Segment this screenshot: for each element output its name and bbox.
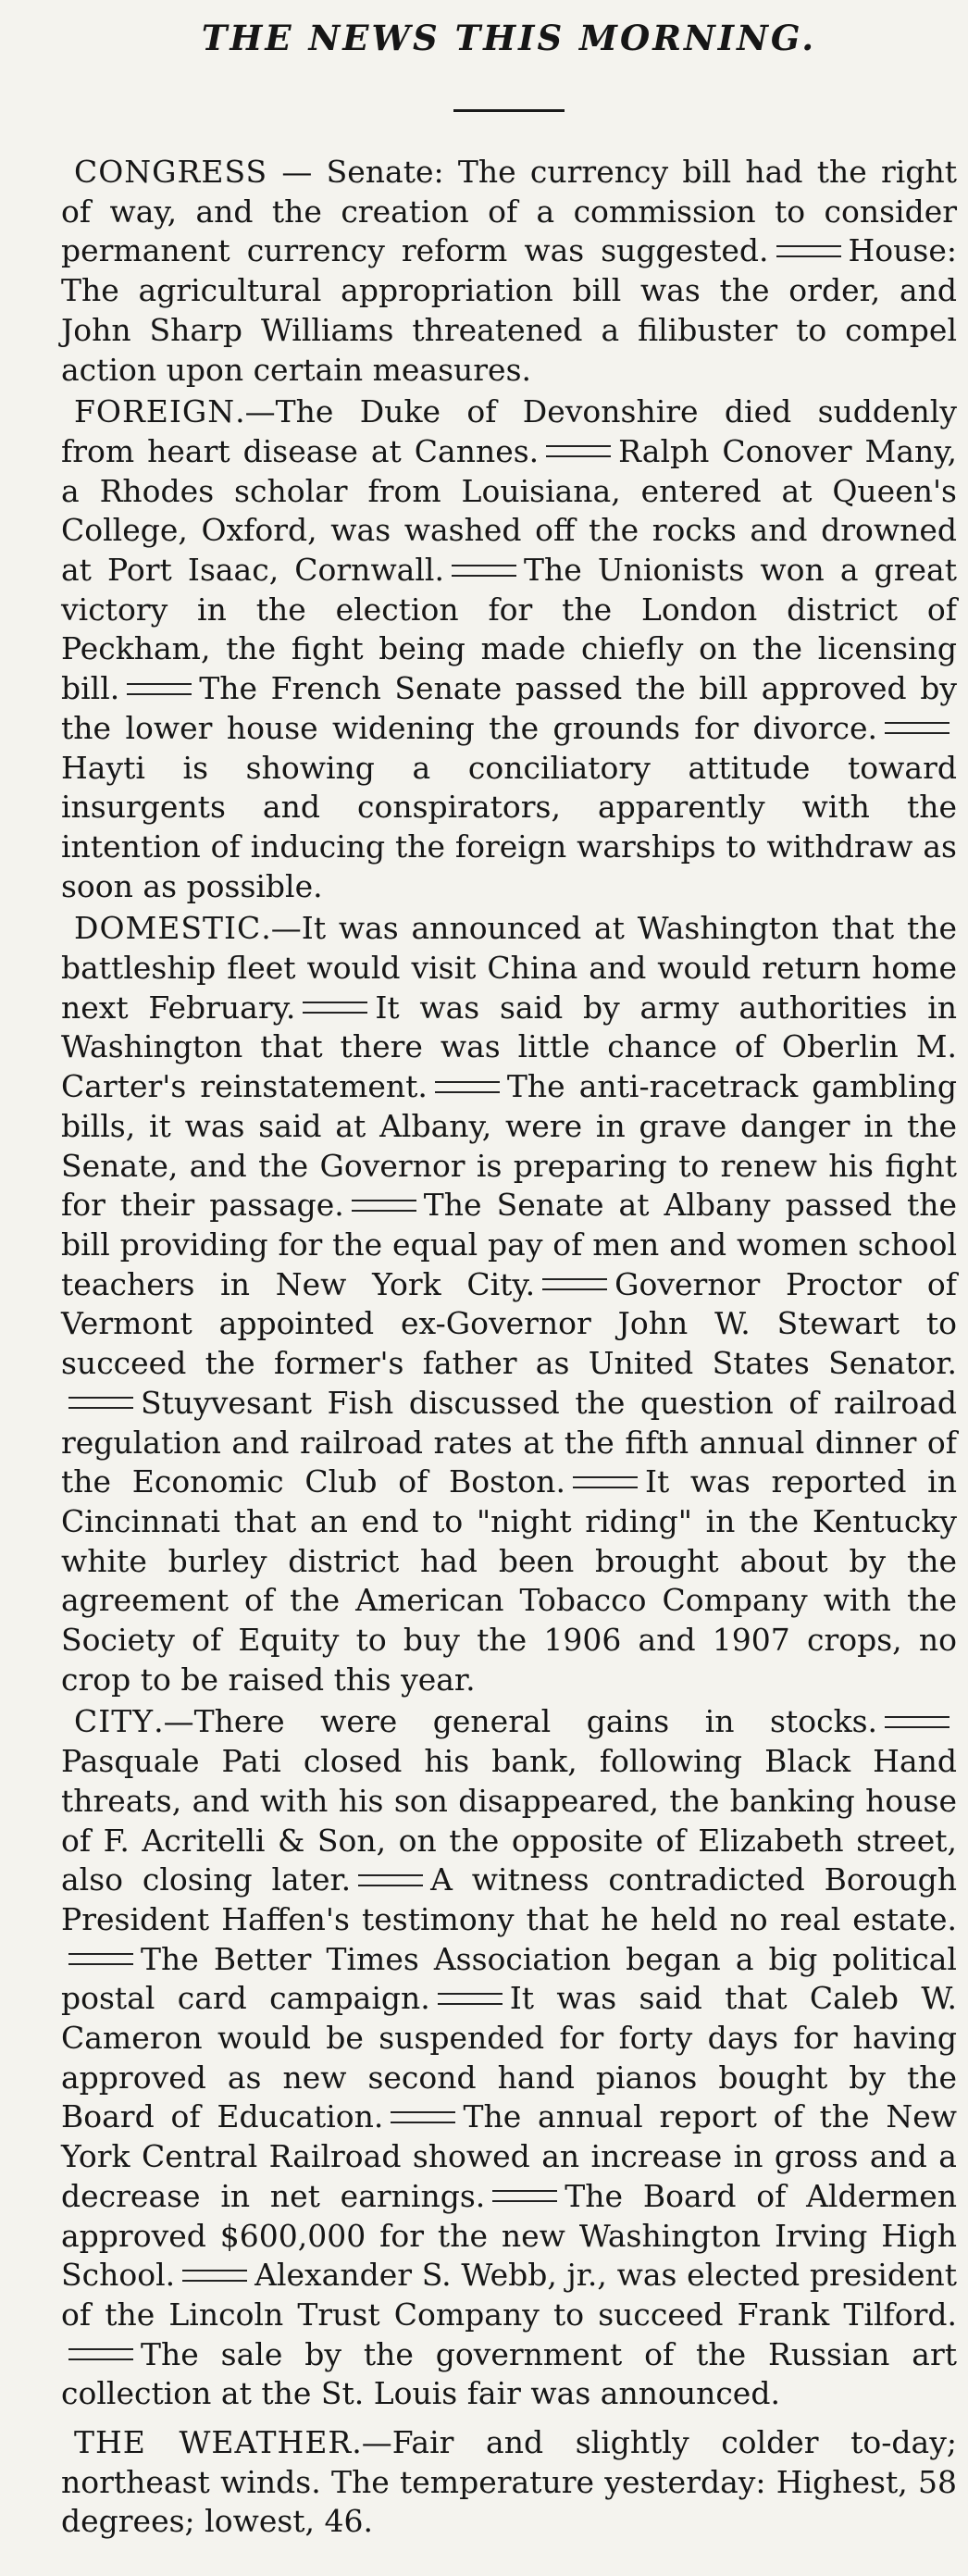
section-label: CITY bbox=[74, 1703, 155, 1740]
item-separator bbox=[885, 1716, 949, 1728]
news-item: It was reported in Cincinnati that an end to "night riding" in the Kentucky white burley district had been brought about by the agreement of the American Tobacco Company with the Society of Equity to buy the 1906 and 1907 crops, no crop to be raised this year. bbox=[61, 1463, 957, 1698]
item-separator bbox=[391, 2111, 455, 2123]
news-item: Stuyvesant Fish discussed the question of railroad regulation and railroad rates at the fifth annual dinner of the Economic Club of Boston. bbox=[61, 1384, 957, 1500]
news-section-foreign bbox=[61, 392, 957, 906]
section-dash: .— bbox=[261, 910, 302, 947]
item-separator bbox=[492, 2190, 557, 2202]
weather-section bbox=[61, 2423, 957, 2542]
page-title: THE NEWS THIS MORNING. bbox=[201, 18, 817, 58]
news-item: Ralph Conover Many, a Rhodes scholar from Louisiana, entered at Queen's College, Oxford, was washed off the rocks and drowned at Port Isaac, Cornwall. bbox=[61, 432, 957, 589]
news-item: There were general gains in stocks. bbox=[193, 1703, 877, 1740]
news-item: The anti-racetrack gambling bills, it was said at Albany, were in grave danger in the Senate, and the Governor is preparing to renew his fight for their passage. bbox=[61, 1068, 957, 1224]
item-separator bbox=[303, 1002, 367, 1014]
item-separator bbox=[885, 722, 949, 734]
news-item: The Senate at Albany passed the bill providing for the equal pay of men and women school teachers in New York City. bbox=[61, 1187, 958, 1302]
item-separator bbox=[452, 565, 516, 577]
item-separator bbox=[542, 1278, 607, 1290]
section-label: CONGRESS bbox=[74, 154, 268, 190]
item-separator bbox=[352, 1200, 416, 1212]
item-separator bbox=[68, 1397, 133, 1409]
weather-text: Fair and slightly colder to-day; northeast winds. The temperature yesterday: Highest, 58 degrees; lowest, 46. bbox=[61, 2424, 957, 2540]
news-item: House: The agricultural appropriation bill was the order, and John Sharp Williams threatened a filibuster to compel action upon certain measures. bbox=[61, 232, 957, 388]
item-separator bbox=[127, 683, 192, 695]
section-label: FOREIGN bbox=[74, 393, 236, 430]
news-item: The sale by the government of the Russian art collection at the St. Louis fair was announced. bbox=[61, 2335, 957, 2412]
news-section-congress bbox=[61, 153, 957, 390]
item-separator bbox=[358, 1874, 423, 1886]
news-item: It was announced at Washington that the battleship fleet would visit China and would return home next February. bbox=[61, 910, 957, 1026]
section-dash: .— bbox=[235, 393, 276, 430]
news-section-city bbox=[61, 1702, 957, 2414]
news-item: Alexander S. Webb, jr., was elected president of the Lincoln Trust Company to succeed Frank Tilford. bbox=[61, 2257, 957, 2333]
item-separator bbox=[573, 1476, 638, 1488]
news-column bbox=[61, 0, 957, 2545]
item-separator bbox=[438, 1993, 503, 2005]
news-item: The Unionists won a great victory in the election for the London district of Peckham, the fight being made chiefly on the licensing bill. bbox=[61, 552, 957, 707]
news-item: The Better Times Association began a big political postal card campaign. bbox=[61, 1940, 957, 2017]
section-dash: — bbox=[267, 154, 327, 190]
news-item: The French Senate passed the bill approved by the lower house widening the grounds for divorce. bbox=[61, 670, 957, 746]
news-item: The Duke of Devonshire died suddenly from heart disease at Cannes. bbox=[61, 393, 957, 469]
item-separator bbox=[776, 245, 841, 257]
item-separator bbox=[182, 2270, 247, 2282]
item-separator bbox=[68, 2348, 133, 2360]
weather-dash: .— bbox=[352, 2424, 392, 2461]
news-item: It was said by army authorities in Washington that there was little chance of Oberlin M. Carter's reinstatement. bbox=[61, 989, 957, 1105]
news-sections bbox=[61, 153, 957, 2414]
news-item: The annual report of the New York Central Railroad showed an increase in gross and a decrease in net earnings. bbox=[61, 2098, 958, 2214]
news-section-domestic bbox=[61, 909, 957, 1699]
news-item: Pasquale Pati closed his bank, following Black Hand threats, and with his son disappeared, the banking house of F. Acritelli & Son, on the opposite of Elizabeth street, also closing later. bbox=[61, 1743, 957, 1898]
item-separator bbox=[546, 445, 611, 457]
item-separator bbox=[68, 1953, 133, 1965]
news-item: Hayti is showing a conciliatory attitude toward insurgents and conspirators, apparently with the intention of inducing the foreign warships to withdraw as soon as possible. bbox=[61, 749, 957, 904]
section-label: DOMESTIC bbox=[74, 910, 262, 947]
item-separator bbox=[435, 1081, 500, 1093]
news-item: It was said that Caleb W. Cameron would be suspended for forty days for having approved as new second hand pianos bought by the Board of Education. bbox=[61, 1980, 957, 2135]
news-item: The Board of Aldermen approved $600,000 for the new Washington Irving High School. bbox=[61, 2177, 957, 2294]
section-dash: .— bbox=[154, 1703, 194, 1740]
weather-label: THE WEATHER bbox=[74, 2424, 353, 2461]
title-rule bbox=[453, 109, 565, 112]
news-item: Senate: The currency bill had the right of way, and the creation of a commission to consider permanent currency reform was suggested. bbox=[61, 154, 957, 269]
news-item: Governor Proctor of Vermont appointed ex-Governor John W. Stewart to succeed the former's father as United States Senator. bbox=[61, 1265, 957, 1382]
news-item: A witness contradicted Borough President Haffen's testimony that he held no real estate. bbox=[61, 1861, 957, 1937]
